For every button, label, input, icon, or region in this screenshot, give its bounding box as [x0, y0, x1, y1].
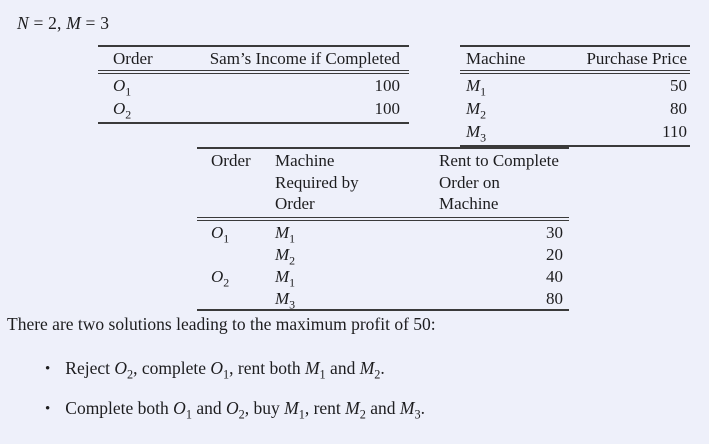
header-line: Machine — [439, 194, 499, 213]
header-line: Order — [211, 151, 251, 170]
price-cell: 80 — [670, 99, 687, 118]
order-cell: $O_1$ — [113, 76, 132, 99]
rent-cell: 40 — [546, 266, 563, 286]
income-cell: 100 — [175, 97, 409, 123]
solution-bullet-text: Reject $O_2$, complete $O_1$, rent both $M_1$ and $M_2$. — [65, 358, 385, 382]
header-line: Machine — [275, 151, 335, 170]
solution-bullet — [45, 398, 425, 420]
solution-bullet-text: Complete both $O_1$ and $O_2$, buy $M_1$, rent $M_2$ and $M_3$. — [65, 398, 425, 422]
table-row — [98, 97, 409, 123]
solutions-intro-text: There are two solutions leading to the maximum profit of 50: — [7, 314, 436, 334]
price-cell: 50 — [670, 76, 687, 95]
solution-bullet — [45, 358, 385, 380]
column-header-income: Sam’s Income if Completed — [209, 49, 400, 68]
machine-cell: $M_2$ — [466, 99, 487, 122]
machine-cell: $M_2$ — [275, 244, 296, 267]
rent-cell: 20 — [546, 244, 563, 264]
rent-table-header-row — [197, 148, 569, 219]
machine-cell: $M_3$ — [273, 287, 439, 310]
order-cell — [197, 243, 273, 265]
machine-cell: $M_3$ — [460, 120, 552, 146]
column-header-rent — [439, 148, 569, 219]
income-cell: 100 — [374, 76, 400, 95]
table-row — [98, 72, 409, 97]
order-cell: $O_2$ — [98, 97, 175, 123]
column-header-machine: Machine — [466, 49, 526, 68]
rent-table — [197, 147, 569, 311]
page-heading: N = 2, M = 3 — [17, 13, 110, 33]
machine-table-header-row — [460, 46, 690, 72]
machine-table — [460, 45, 690, 147]
table-row — [460, 97, 690, 120]
bullet-icon — [45, 398, 50, 420]
order-cell — [197, 287, 273, 310]
header-line: Order — [275, 194, 315, 213]
header-line: Required by — [275, 172, 359, 192]
price-cell: 110 — [552, 120, 690, 146]
income-table-header-row — [98, 46, 409, 72]
header-line: Rent to Complete — [439, 151, 559, 170]
machine-cell: $M_1$ — [275, 222, 296, 245]
table-row — [197, 219, 569, 243]
machine-cell: $M_1$ — [275, 266, 296, 289]
column-header-price: Purchase Price — [586, 49, 687, 68]
table-row — [197, 265, 569, 287]
table-row — [197, 243, 569, 265]
table-row — [460, 72, 690, 97]
bullet-icon — [45, 358, 50, 380]
income-table — [98, 45, 409, 124]
order-cell: $O_2$ — [211, 266, 230, 289]
rent-cell: 80 — [439, 287, 569, 310]
header-line: Order on — [439, 172, 500, 192]
table-row — [197, 287, 569, 310]
machine-cell: $M_1$ — [466, 76, 487, 99]
rent-cell: 30 — [546, 222, 563, 242]
column-header-order — [197, 148, 273, 219]
table-row — [460, 120, 690, 146]
column-header-machine-required — [273, 148, 439, 219]
order-cell: $O_1$ — [211, 222, 230, 245]
column-header-order: Order — [113, 49, 153, 68]
